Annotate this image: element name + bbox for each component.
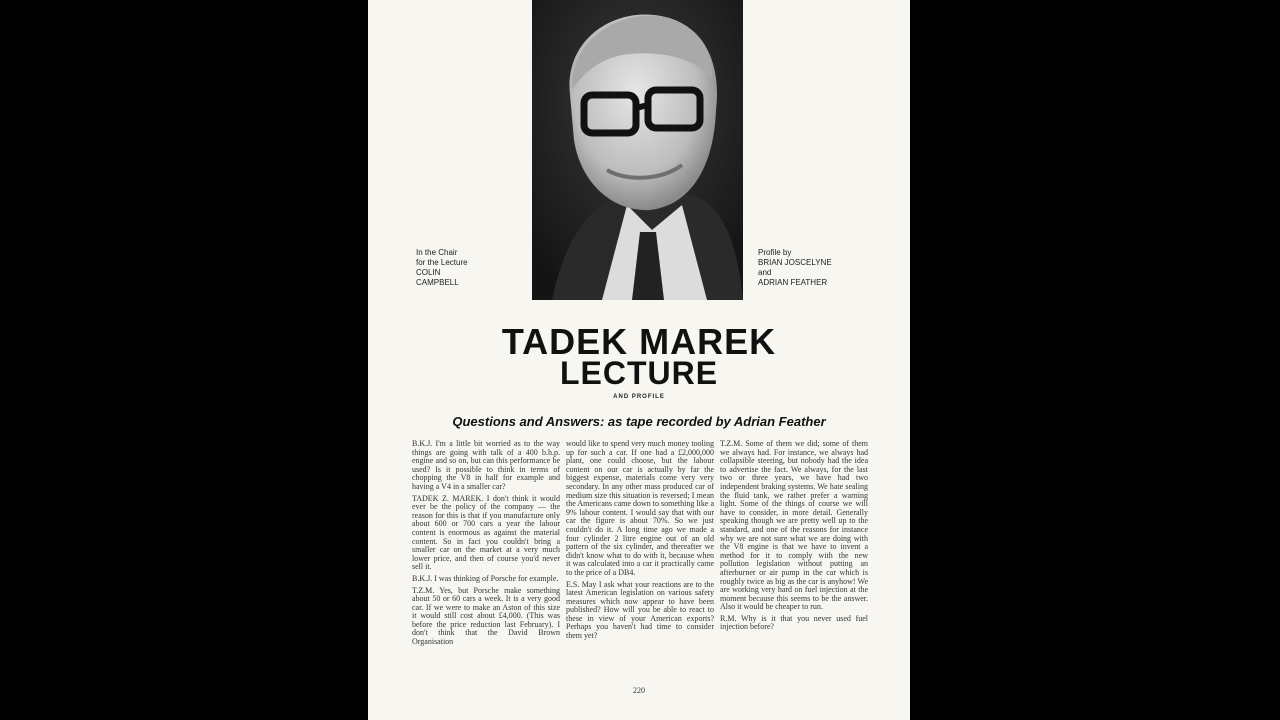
chair-credit-line: for the Lecture	[416, 258, 468, 267]
profile-credit-line: BRIAN JOSCELYNE	[758, 258, 832, 267]
article-title: TADEK MAREK	[501, 321, 777, 362]
profile-credit-line: Profile by	[758, 248, 792, 257]
paragraph: B.K.J. I was thinking of Porsche for example.	[412, 573, 559, 583]
article-subtitle: Questions and Answers: as tape recorded by Adrian Feather	[452, 414, 826, 429]
text-column-3	[720, 440, 868, 635]
paragraph: E.S. May I ask what your reactions are to the latest American legislation on various safety measures which now appear to have been published? How will you be able to react to these in view of your American exports? Perhaps you haven't had time to consider them yet?	[566, 579, 714, 641]
paragraph: R.M. Why is it that you never used fuel injection before?	[720, 613, 868, 632]
chair-credit	[416, 248, 468, 288]
paragraph: T.Z.M. Some of them we did; some of them we always had. For instance, we always had collapsible steering, but nobody had the idea to advertise the fact. We always, for the last two or three years, we have had two independent braking systems. We hate sealing the fluid tank, we rather prefer a warning light. Some of the things of course we will have to consider, in more detail. Generally speaking though we are pretty well up to the standard, and one of the reasons for instance why we are not sure what we are doing with the V8 engine is that we have to invent a method for it to comply with the new pollution legislation without putting an afterburner or air pump in the car which is roughly twice as big as the car is anyhow! We are working very hard on fuel injection at the moment because this seems to be the answer. Also it would be cheaper to run.	[720, 439, 868, 612]
profile-credit-line: and	[758, 268, 772, 277]
paragraph: TADEK Z. MAREK. I don't think it would ever be the policy of the company — the reason for this is that if you manufacture only about 600 or 700 cars a year the labour content is enormous as against the material content. So in fact you couldn't bring a smaller car on the market at a very much lower price, and then of course you'd never sell it.	[412, 493, 560, 572]
text-column-2	[566, 440, 714, 644]
title-kicker: AND PROFILE	[613, 394, 665, 400]
text-column-1	[412, 440, 560, 650]
paragraph: T.Z.M. Yes, but Porsche make something about 50 or 60 cars a week. It is a very good car. If we were to make an Aston of this size it would still cost about £4,000. (This was before the price reduction last February). I don't think that the David Brown Organisation	[412, 585, 560, 647]
portrait-photo	[532, 0, 743, 300]
page-number: 220	[633, 686, 645, 695]
profile-credit-line: ADRIAN FEATHER	[758, 278, 828, 287]
paragraph: would like to spend very much money tooling up for such a car. If one had a £2,000,000 plant, one could choose, but the labour content on our car is actually by far the biggest expense, materials come very very secondary. In any other mass produced car of medium size this situation is reversed; I mean the Americans came down to something like a 9% labour content. I would say that with our car the figure is about 70%. So we just couldn't do it. A long time ago we made a four cylinder 2 litre engine out of an old pattern of the six cylinder, and thereafter we didn't know what to do with it, because when it was calculated into a car it practically came to the price of a DB4.	[566, 439, 714, 577]
magazine-page	[368, 0, 910, 720]
chair-credit-line: CAMPBELL	[416, 278, 459, 287]
chair-credit-line: In the Chair	[416, 248, 458, 257]
chair-credit-line: COLIN	[416, 268, 441, 277]
article-title-line2: LECTURE	[559, 355, 719, 391]
profile-credit	[758, 248, 832, 288]
paragraph: B.K.J. I'm a little bit worried as to the way things are going with talk of a 400 b.h.p. engine and so on, but can this performance be used? Is it possible to think in terms of chopping the V8 in half for example and having a V4 in a smaller car?	[412, 439, 560, 491]
